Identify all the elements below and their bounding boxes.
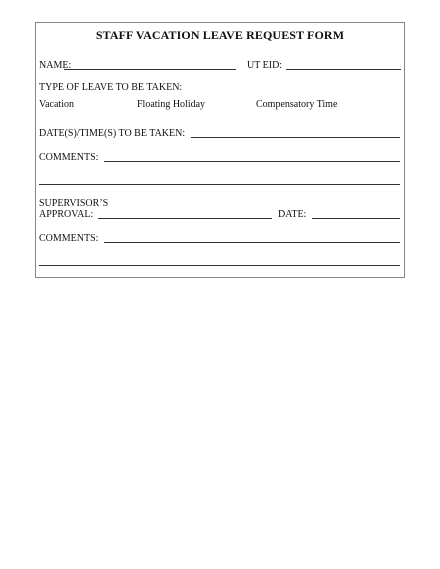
supervisor-label: SUPERVISOR’S — [39, 198, 109, 209]
leave-option-floating-holiday[interactable]: Floating Holiday — [137, 99, 206, 110]
leave-option-vacation[interactable]: Vacation — [39, 99, 74, 110]
approval-field[interactable] — [98, 218, 272, 219]
comments-label: COMMENTS: — [39, 152, 99, 163]
approval-label: APPROVAL: — [39, 209, 94, 220]
ut-eid-label: UT EID: — [247, 60, 283, 71]
form-title: STAFF VACATION LEAVE REQUEST FORM — [95, 28, 345, 42]
date-field[interactable] — [312, 218, 400, 219]
date-label: DATE: — [278, 209, 307, 220]
leave-type-label: TYPE OF LEAVE TO BE TAKEN: — [39, 82, 183, 93]
ut-eid-field[interactable] — [286, 69, 401, 70]
dates-label: DATE(S)/TIME(S) TO BE TAKEN: — [39, 128, 186, 139]
comments-field-2[interactable] — [104, 242, 400, 243]
leave-request-form — [35, 22, 405, 278]
leave-option-compensatory-time[interactable]: Compensatory Time — [256, 99, 338, 110]
comments-label-2: COMMENTS: — [39, 233, 99, 244]
name-label: NAME: — [39, 60, 72, 71]
name-field[interactable] — [64, 69, 236, 70]
comments-field-line-2[interactable] — [39, 184, 400, 185]
comments-field[interactable] — [104, 161, 400, 162]
comments-field-2-line-2[interactable] — [39, 265, 400, 266]
dates-field[interactable] — [191, 137, 400, 138]
